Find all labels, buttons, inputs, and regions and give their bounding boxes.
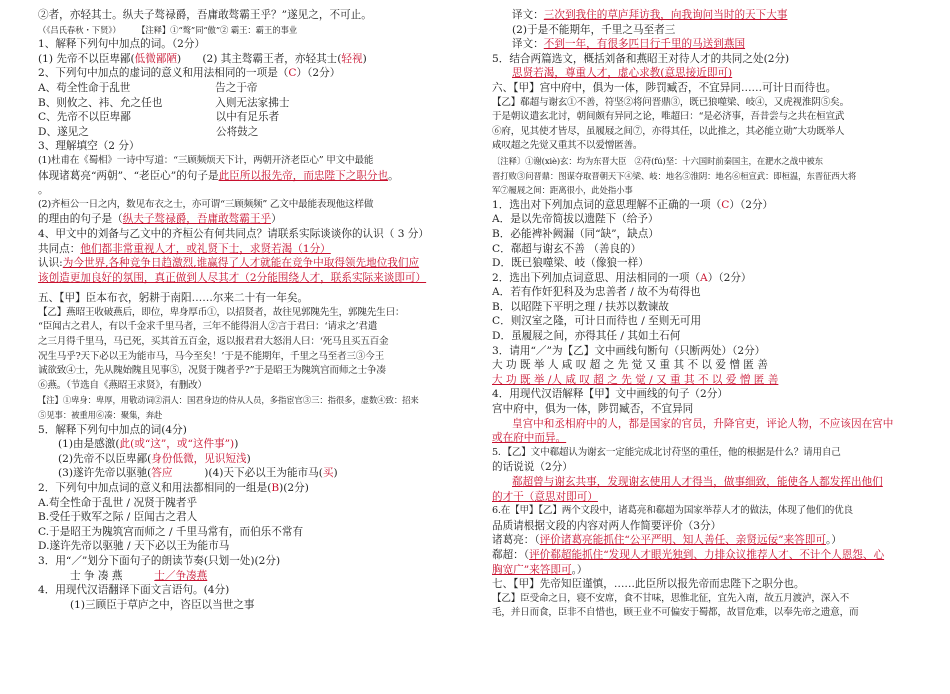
text-segment: 六、【甲】宫中府中，俱为一体，陟罚臧否，不宜异同……可计日而待也。 [492, 81, 837, 94]
right-line [492, 606, 912, 621]
text-segment: ）（2分） [729, 198, 774, 211]
text-segment: (3)遂许先帝以驱驰( [58, 467, 152, 480]
text-segment: 之三月得千里马，马已死，买其首五百金，返以报君君大怒涓人曰：‘死马且买五百金 [38, 336, 389, 348]
right-line [492, 81, 912, 96]
left-column [38, 8, 472, 612]
right-line [492, 519, 912, 534]
text-segment: A．若有作奸犯科及为忠善者 / 故不为苟得也 [492, 286, 701, 299]
text-segment: 毛，并日而食，臣非不自惜也，顾王业不可偏安于蜀都，故冒危难，以奉先帝之遗意，而 [492, 607, 859, 619]
answer-underlined: 他们都非常重视人才，或礼贤下士，求贤若渴（1分） [80, 242, 331, 255]
right-line [492, 212, 912, 227]
text-segment: ⑥燕。（节选自《燕昭王求贤》，有删改） [38, 379, 207, 391]
text-segment: C．郗超与谢玄不善 （善良的） [492, 242, 642, 255]
left-line [38, 525, 472, 540]
text-segment: 。） [571, 563, 588, 576]
text-segment: （《吕氏春秋・下贤》） 【注释】①“骜”同“傲”② 霸王：霸王的事业 [38, 24, 298, 35]
right-line [492, 125, 912, 140]
right-line [492, 431, 912, 446]
text-segment: 于是朝议遣玄北讨，朝间颇有异同之论，唯超曰：“是必济事，吾昔尝与之共在桓宣武 [492, 111, 845, 123]
text-segment: ）（2分） [707, 271, 752, 284]
text-segment: (1)杜甫在《蜀相》一诗中写道：“三顾频烦天下计，两朝开济老臣心” 甲文中最能 [38, 154, 374, 166]
right-line [492, 373, 912, 388]
right-column [492, 8, 912, 621]
left-line [38, 66, 472, 81]
right-line [492, 490, 912, 505]
text-segment: 的话说说（2分） [492, 461, 573, 474]
text-segment: 宫中府中，俱为一体，陟罚臧否，不宜异同 [492, 403, 694, 416]
left-line [38, 256, 472, 271]
text-segment: 咸叹超之先觉又重其不以爱憎匿善。 [492, 140, 643, 152]
text-segment: C．则汉室之隆，可计日而待也 / 至则无可用 [492, 315, 702, 328]
answer-underlined: 思贤若渴，尊重人才，虚心求教(意思接近即可) [512, 67, 733, 80]
text-segment: )(4)天下必以王为能市马( [172, 467, 323, 480]
text-segment: ) (2) 其主骜霸王者，亦轻其士( [177, 52, 342, 65]
text-segment: 3．用“／”划分下面句子的朗读节奏(只划一处)(2分) [38, 554, 281, 567]
answer-text: A [700, 271, 708, 284]
answer-text: 此(或“这”，或“这件事”) [119, 438, 235, 451]
left-line [38, 335, 472, 350]
right-line [492, 314, 912, 329]
text-segment: A.苟全性命于乱世 / 况贤于隗者乎 [38, 496, 198, 509]
right-line [492, 154, 912, 169]
text-segment: B、则攸之、袆、允之任也 入则无法家拂士 [38, 96, 290, 109]
right-line [492, 548, 912, 563]
right-line [492, 271, 912, 286]
text-segment: C.于是昭王为隗筑宫而师之 / 千里马常有，而伯乐不常有 [38, 525, 304, 538]
text-segment: 1、解释下列句中加点的词。（2分） [38, 38, 206, 51]
left-line [38, 539, 472, 554]
answer-text: C [288, 67, 297, 80]
text-segment: 品质请根据文段的内容对两人作简要评价（3分） [492, 519, 722, 532]
left-line [38, 183, 472, 198]
left-line [38, 271, 472, 286]
text-segment: D．既已狼噬梁、岐（像狼一样） [492, 257, 649, 270]
text-segment: (1)三顾臣于草庐之中，咨臣以当世之事 [70, 598, 255, 611]
text-segment: )(2分) [279, 482, 309, 494]
text-segment: 3．请用“／”为【乙】文中画线句断句（只断两处）（2分） [492, 344, 766, 357]
text-segment: 【注】①卑身：卑厚，用敬动词②涓人：国君身边的侍从人员，多指宦官③三：指很多，虚数④致：招来 [38, 395, 419, 406]
text-segment: 体现诸葛亮“两朝”、“老臣心”的句子是 [38, 169, 219, 182]
left-line [38, 198, 472, 213]
left-line [38, 125, 472, 140]
text-segment: 诸葛亮：（ [492, 534, 540, 547]
text-segment: 七、【甲】先帝知臣谨慎，……此臣所以报先帝而忠陛下之职分也。 [492, 578, 805, 591]
text-segment: 2、下列句中加点的虚词的意义和用法相同的一项是（ [38, 67, 289, 80]
text-segment: (2)先帝不以臣卑鄙( [58, 452, 152, 465]
left-line [38, 81, 472, 96]
text-segment: D．虽履屐之间，亦得其任 / 其如土石何 [492, 330, 681, 343]
answer-text: 皇宫中和丞相府中的人，都是国家的官员，升降官吏，评论人物，不应该因在宫中 [512, 417, 894, 430]
right-line [492, 8, 912, 23]
right-line [492, 344, 912, 359]
right-line [492, 533, 912, 548]
right-line [492, 563, 912, 578]
text-segment: ）（2分） [296, 67, 341, 80]
left-line [38, 393, 472, 408]
text-segment: 士 争 凑 燕 [70, 569, 155, 582]
answer-text: 答应 [151, 467, 173, 480]
answer-underlined: 士／争凑燕 [154, 569, 208, 582]
right-line [492, 110, 912, 125]
left-line [38, 320, 472, 335]
right-line [492, 475, 912, 490]
right-line [492, 23, 912, 38]
right-line [492, 417, 912, 432]
text-segment: 【乙】臣受命之日，寝不安席，食不甘味，思惟北征，宜先入南，故五月渡泸，深入不 [492, 592, 849, 604]
right-line [492, 387, 912, 402]
text-segment: D、遂见之 公将鼓之 [38, 125, 259, 138]
text-segment: ) [362, 52, 367, 65]
left-line [38, 110, 472, 125]
answer-underlined: 此臣所以报先帝，而忠陛下之职分也 [218, 169, 389, 182]
right-line [492, 329, 912, 344]
left-line [38, 227, 472, 242]
right-line [492, 285, 912, 300]
text-segment: 诚欲致④士，先从隗始隗且见事⑤，况贤于隗者乎?”于是昭王为隗筑宫而师之士争凑 [38, 365, 386, 377]
text-segment: A、苟全性命于乱世 告之于帝 [38, 81, 258, 94]
left-line [38, 350, 472, 365]
text-segment: 况生马乎?天下必以王为能市马，马今至矣！’于是不能期年，千里之马至者三③今王 [38, 350, 384, 362]
left-line [38, 306, 472, 321]
text-segment: C、先帝不以臣卑鄙 以中有足乐者 [38, 111, 280, 124]
text-segment: ⑥府，见其使才皆尽，虽履屐之间⑦，亦得其任，以此推之，其必能立勋”大功既举人 [492, 125, 845, 137]
right-line [492, 577, 912, 592]
right-line [492, 358, 912, 373]
answer-underlined: 评价郗超能抓住“发现人才眼光独到、力排众议推荐人才、不计个人恩怨、心 [529, 548, 885, 561]
text-segment: ) [234, 438, 239, 451]
text-segment: 3、理解填空（2 分） [38, 140, 140, 153]
right-line [492, 402, 912, 417]
left-line [38, 496, 472, 511]
answer-text: 轻视 [341, 52, 363, 65]
text-segment: 4、甲文中的刘备与乙文中的齐桓公有何共同点？请联系实际谈谈你的认识（ 3 分） [38, 227, 429, 240]
left-line [38, 554, 472, 569]
right-line [492, 300, 912, 315]
right-line [492, 37, 912, 52]
text-segment: 4．用现代汉语翻译下面文言语句。(4分) [38, 584, 230, 597]
left-line [38, 423, 472, 438]
answer-underlined: 评价诸葛亮能抓住“公平严明、知人善任、亲贤远佞”来答即可 [539, 534, 826, 547]
left-line [38, 52, 472, 67]
text-segment: 【乙】郗超与谢玄①不善，符坚②将问晋鼎③，既已狼噬梁、岐④，又虎视淮阴⑤矣。 [492, 96, 849, 108]
text-segment: “臣闻古之君人，有以千金求千里马者，三年不能得涓人②言于君曰：‘请求之’君遣 [38, 321, 378, 333]
right-line [492, 169, 912, 184]
left-line [38, 437, 472, 452]
text-segment: ⑤见事：被重用⑥凑：聚集，奔赴 [38, 410, 163, 421]
text-segment: 5．【乙】文中郗超认为谢玄一定能完成北讨苻坚的重任，他的根据是什么？请用自己 [492, 446, 841, 458]
answer-underlined: 三次到我住的草庐拜访我，向我询问当时的天下大事 [543, 9, 788, 21]
text-segment: B．以昭陛下平明之理 / 扶苏以数谏故 [492, 300, 669, 313]
left-line [38, 212, 472, 227]
left-line [38, 37, 472, 52]
answer-text: 低微鄙陋 [134, 52, 178, 65]
left-line [38, 23, 472, 38]
text-segment: (1) 先帝不以臣卑鄙( [38, 52, 135, 65]
answer-text: 买 [322, 467, 334, 480]
text-segment: 认识: [38, 257, 63, 270]
left-line [38, 481, 472, 496]
left-line [38, 569, 472, 584]
right-line [492, 460, 912, 475]
text-segment: 郗超：（ [492, 548, 530, 561]
text-segment: 大 功 既 举 人 咸 叹 超 之 先 觉 又 重 其 不 以 爱 憎 匿 善 [492, 359, 768, 372]
right-line [492, 446, 912, 461]
answer-text: C [721, 198, 730, 211]
text-segment: B．必能裨补阙漏（同“缺”，缺点） [492, 227, 659, 240]
left-line [38, 139, 472, 154]
answer-underlined: 不到一年，有很多匹日行千里的马送到燕国 [543, 38, 746, 51]
text-segment: 五、【甲】臣本布衣，躬耕于南阳……尔来二十有一年矣。 [38, 292, 309, 305]
text-segment: 。） [825, 534, 842, 547]
text-segment: (1)由是感激( [58, 438, 120, 451]
answer-underlined: 该创造更加良好的氛围，真正做到人尽其才（2分能围绕人才，联系实际来谈即可） [38, 271, 427, 284]
right-line [492, 183, 912, 198]
text-segment: 。 [38, 184, 49, 197]
left-line [38, 169, 472, 184]
left-line [38, 242, 472, 257]
answer-underlined: 的才干（意思对即可） [492, 490, 598, 503]
left-line [38, 154, 472, 169]
right-line [492, 198, 912, 213]
text-segment: ) [246, 452, 251, 465]
text-segment: ) [333, 467, 338, 480]
text-segment: 2．选出下列加点词意思、用法相同的一项（ [492, 271, 701, 284]
left-line [38, 408, 472, 423]
text-segment: 晋打败③问晋鼎：图谋夺取晋朝天下④梁、岐：地名⑤淮阴：地名⑥桓宣武：即桓温，东晋征西大将 [492, 170, 857, 181]
left-line [38, 583, 472, 598]
answer-underlined: 大 功 既 举 /人 咸 叹 超 之 先 觉 / 又 重 其 不 以 爱 憎 匿 善 [492, 373, 779, 386]
right-line [492, 504, 912, 519]
text-segment: ） [271, 213, 282, 226]
left-line [38, 291, 472, 306]
right-line [492, 96, 912, 111]
answer-text: 身份低微，见识短浅 [151, 452, 247, 465]
answer-underlined: 郗超曾与谢玄共事，发现谢玄使用人才得当，做事细致，能使各人都发挥出他们 [512, 476, 883, 488]
right-line [492, 242, 912, 257]
answer-underlined: 胸宽广”来答即可 [492, 563, 572, 576]
text-segment: A．是以先帝简拔以遗陛下（给予） [492, 213, 659, 226]
text-segment: 6.在【甲】【乙】两个文段中，诸葛亮和郗超为国家举荐人才的做法，体现了他们的优良 [492, 505, 853, 517]
text-segment: (2)齐桓公一日之内，数见布衣之士，亦可谓“三顾频频” 乙文中最能表现他这样做 [38, 198, 374, 210]
text-segment: 【乙】燕昭王收破燕后，即位，卑身厚币①，以招贤者，故往见郭隗先生，郭隗先生曰： [38, 306, 405, 318]
text-segment: 5．结合两篇选文，概括刘备和燕昭王对待人才的共同之处(2分) [492, 52, 790, 65]
text-segment: 2．下列句中加点词的意义和用法都相同的一组是( [38, 482, 272, 494]
right-line [492, 227, 912, 242]
text-segment: 军⑦履屐之间：距离很小，此处指小事 [492, 185, 633, 196]
text-segment: B.受任于败军之际 / 臣闻古之君人 [38, 511, 198, 524]
text-segment: 。 [388, 169, 399, 182]
left-line [38, 379, 472, 394]
text-segment: 译文： [512, 38, 544, 51]
left-line [38, 96, 472, 111]
left-line [38, 8, 472, 23]
left-line [38, 510, 472, 525]
right-line [492, 66, 912, 81]
text-segment: 〔注释〕①谢(xiè)玄：均为东晋大臣 ②苻(fú)坚：十六国时前秦国主，在淝水之战中被东 [492, 155, 823, 166]
text-segment: 译文： [512, 9, 544, 21]
text-segment: 4．用现代汉语解释【甲】文中画线的句子（2分） [492, 388, 728, 401]
text-segment: 共同点： [38, 242, 81, 255]
text-segment: 1．选出对下列加点词的意思理解不正确的一项（ [492, 198, 722, 211]
text-segment: 的理由的句子是（ [38, 213, 123, 226]
right-line [492, 256, 912, 271]
right-line [492, 139, 912, 154]
answer-text: B [271, 482, 280, 494]
text-segment: 5．解释下列句中加点的词(4分) [38, 423, 187, 436]
left-line [38, 598, 472, 613]
text-segment: ②者，亦轻其士。纵夫子骜禄爵，吾庸敢骜霸王乎？”遂见之，不可止。 [38, 9, 372, 21]
text-segment: (2)于是不能期年，千里之马至者三 [512, 23, 676, 36]
answer-underlined: 纵夫子骜禄爵，吾庸敢骜霸王乎 [122, 213, 272, 226]
left-line [38, 452, 472, 467]
text-segment: D.遂许先帝以驱驰 / 天下必以王为能市马 [38, 540, 230, 553]
right-line [492, 592, 912, 607]
left-line [38, 364, 472, 379]
answer-underlined: 或在府中而异。 [492, 432, 567, 445]
answer-underlined: 为今世界,各种竞争日趋激烈,谁赢得了人才就能在竞争中取得领先地位我们应 [62, 257, 420, 270]
left-line [38, 466, 472, 481]
right-line [492, 52, 912, 67]
